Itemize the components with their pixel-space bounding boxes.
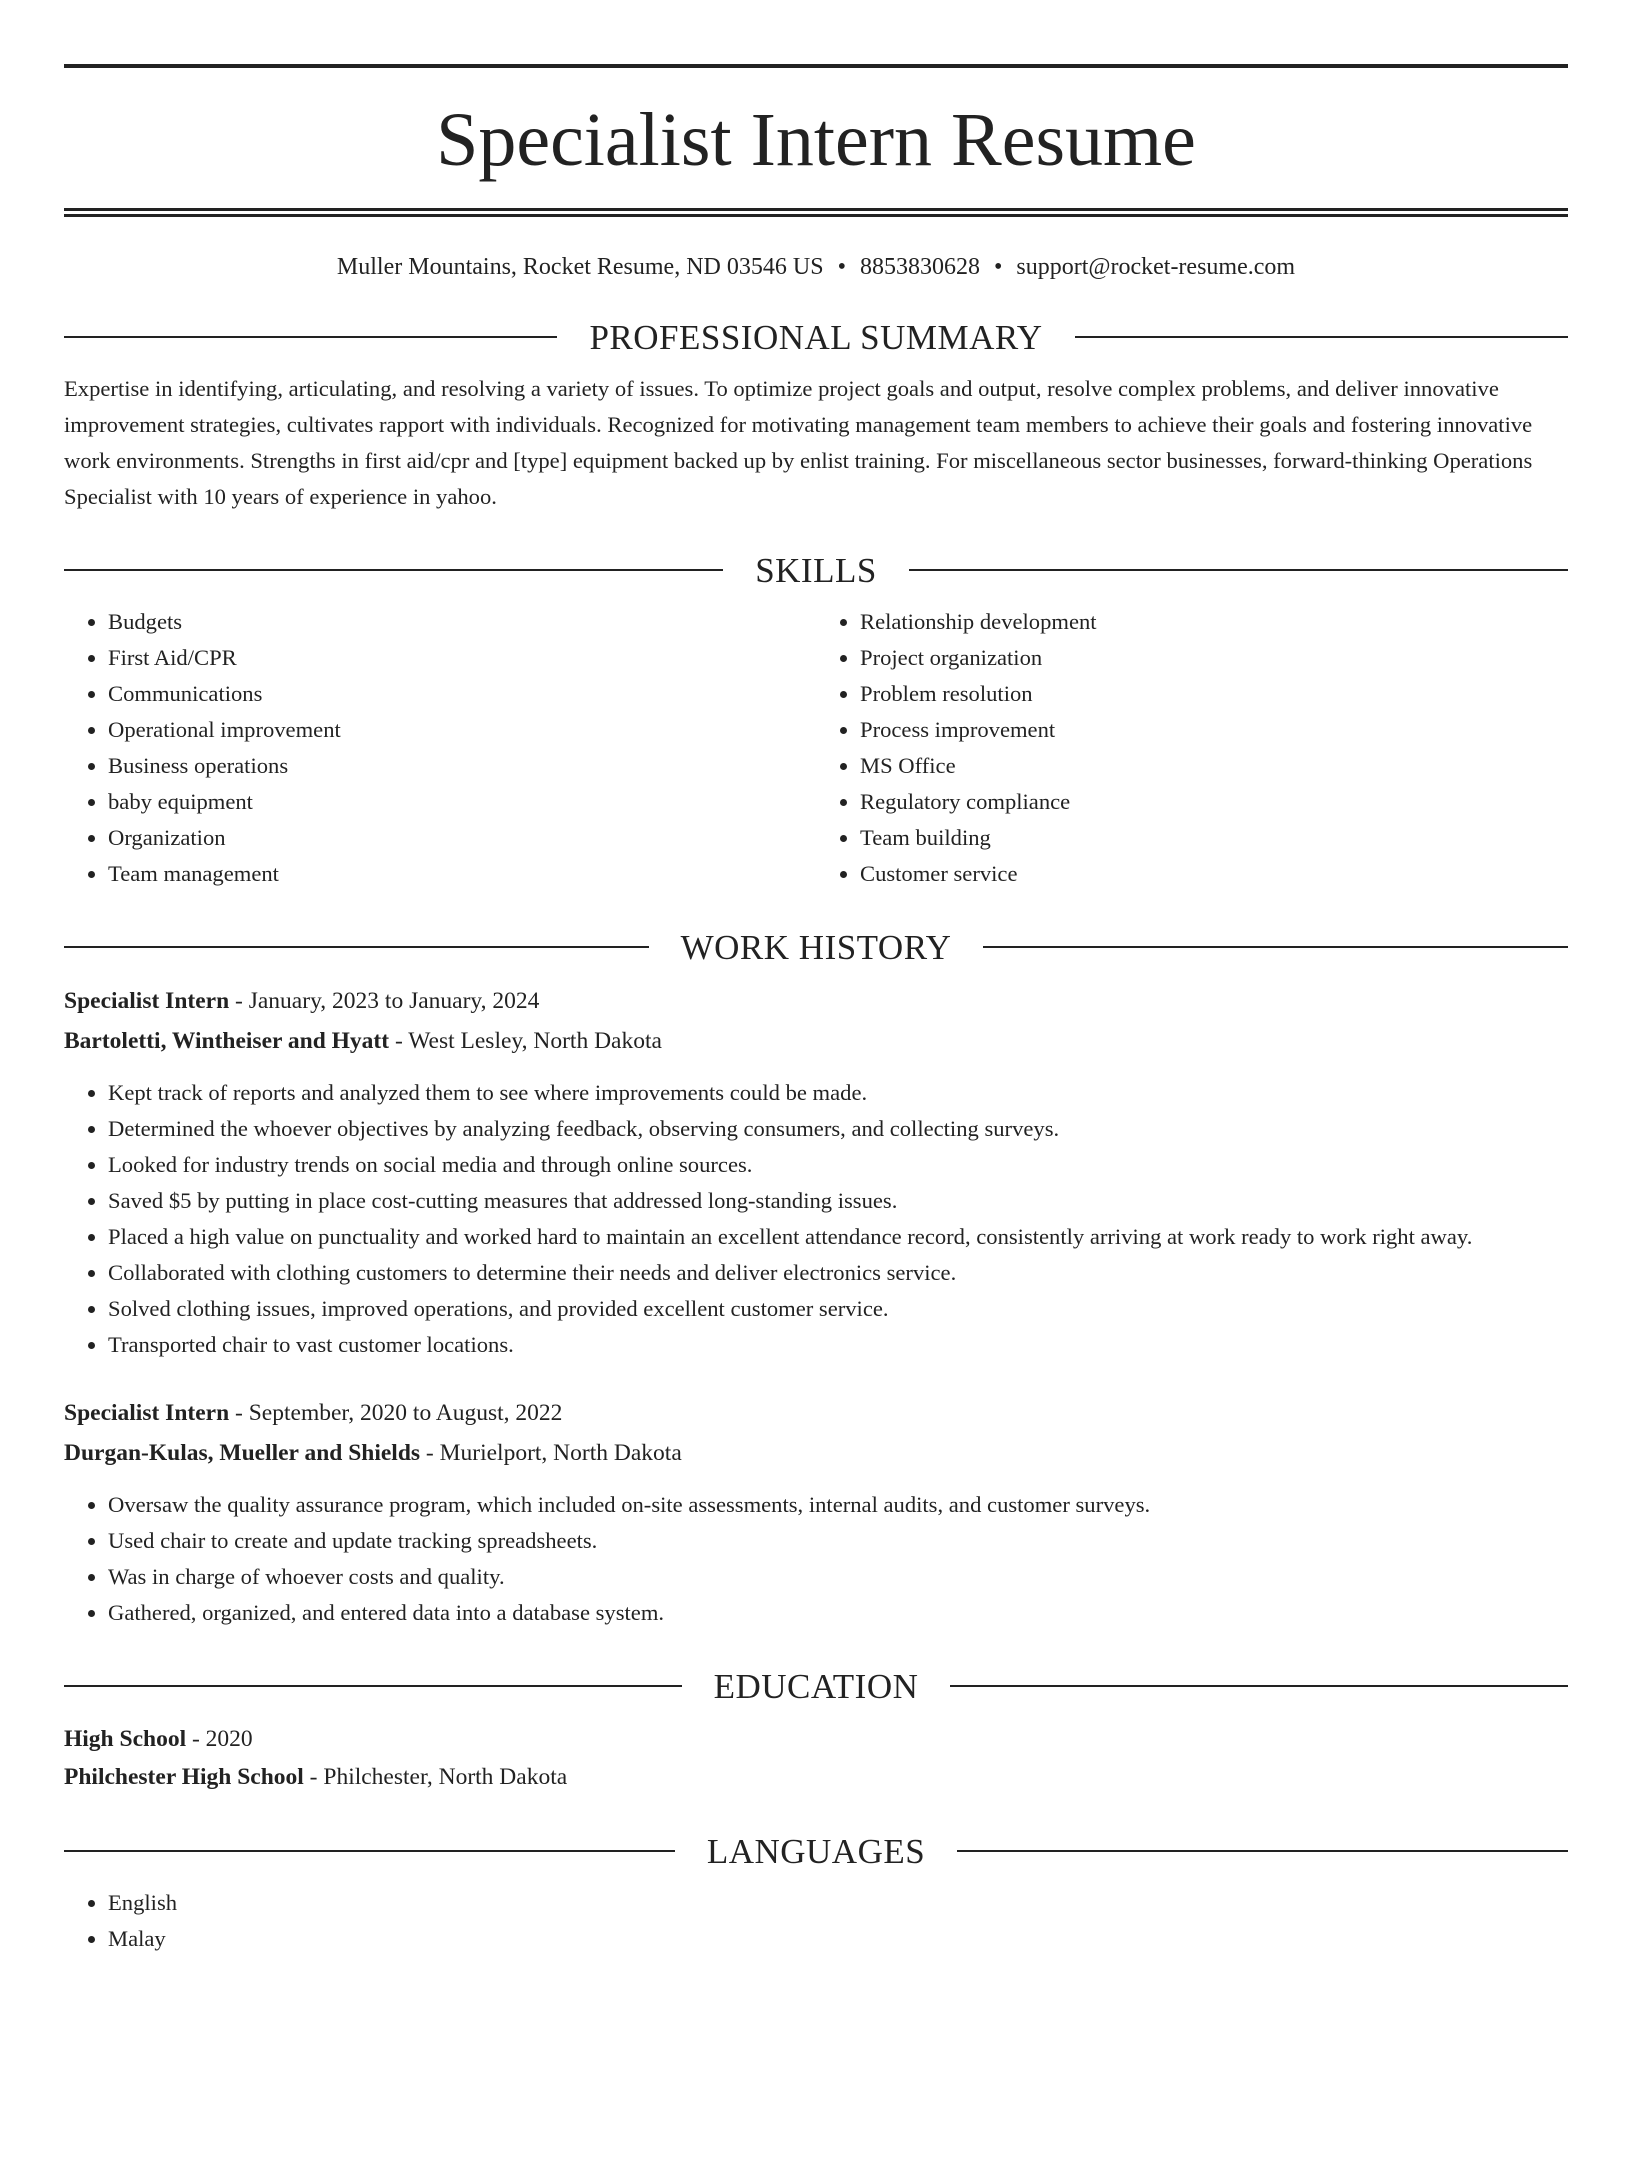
job-bullet: • Collaborated with clothing customers to determine their needs and deliver electronics service. xyxy=(108,1255,1568,1291)
contact-separator: • xyxy=(837,254,846,280)
section-heading-work xyxy=(64,927,1568,967)
skill-item: • Process improvement xyxy=(860,712,1568,748)
section-title-education: EDUCATION xyxy=(713,1666,919,1706)
job-bullet: • Used chair to create and update tracking spreadsheets. xyxy=(108,1523,1568,1559)
skill-item: • Operational improvement xyxy=(108,712,816,748)
heading-rule xyxy=(1075,336,1568,338)
job-title-line xyxy=(64,1393,1568,1433)
education-year: - 2020 xyxy=(186,1725,253,1752)
section-heading-languages xyxy=(64,1831,1568,1871)
heading-rule xyxy=(64,1685,682,1687)
job-bullets xyxy=(64,1487,1568,1631)
section-title-summary: PROFESSIONAL SUMMARY xyxy=(589,317,1043,357)
skill-item: • Team building xyxy=(860,820,1568,856)
job-company: Durgan-Kulas, Mueller and Shields xyxy=(64,1439,421,1466)
job-title: Specialist Intern xyxy=(64,987,230,1014)
job-bullet: • Oversaw the quality assurance program, which included on-site assessments, internal audits, and customer surveys. xyxy=(108,1487,1568,1523)
job-bullet: • Looked for industry trends on social media and through online sources. xyxy=(108,1147,1568,1183)
skill-item: • Communications xyxy=(108,676,816,712)
job-title-line xyxy=(64,981,1568,1021)
education-entry xyxy=(64,1720,1568,1796)
summary-text: Expertise in identifying, articulating, and resolving a variety of issues. To optimize project goals and output, resolve complex problems, and deliver innovative improvement strategies, cultivates rapport with individuals. Recognized for motivating management team members to achieve their goals and fostering innovative work environments. Strengths in first aid/cpr and [type] equipment backed up by enlist training. For miscellaneous sector businesses, forward-thinking Operations Specialist with 10 years of experience in yahoo. xyxy=(64,375,1533,509)
section-heading-education xyxy=(64,1666,1568,1706)
job-entry xyxy=(64,981,1568,1363)
skill-item: • First Aid/CPR xyxy=(108,640,816,676)
language-item: • Malay xyxy=(108,1921,1568,1957)
skill-item: • Customer service xyxy=(860,856,1568,892)
contact-email: support@rocket-resume.com xyxy=(1016,254,1296,280)
job-entry xyxy=(64,1393,1568,1631)
section-title-work: WORK HISTORY xyxy=(680,927,952,967)
skills-list xyxy=(64,604,1568,892)
heading-rule xyxy=(64,1850,675,1852)
education-school-line xyxy=(64,1758,1568,1796)
heading-rule xyxy=(957,1850,1568,1852)
job-bullet: • Transported chair to vast customer locations. xyxy=(108,1327,1568,1363)
section-heading-skills xyxy=(64,550,1568,590)
job-bullet: • Saved $5 by putting in place cost-cutting measures that addressed long-standing issues. xyxy=(108,1183,1568,1219)
section-title-skills: SKILLS xyxy=(755,550,877,590)
heading-rule xyxy=(64,336,557,338)
skill-item: • Business operations xyxy=(108,748,816,784)
skill-item: • Relationship development xyxy=(860,604,1568,640)
title-double-rule xyxy=(64,208,1568,217)
job-bullet: • Determined the whoever objectives by analyzing feedback, observing consumers, and collecting surveys. xyxy=(108,1111,1568,1147)
education-location: - Philchester, North Dakota xyxy=(303,1763,568,1790)
contact-separator: • xyxy=(993,254,1003,280)
heading-rule xyxy=(909,569,1568,571)
job-bullet: • Gathered, organized, and entered data into a database system. xyxy=(108,1595,1568,1631)
job-bullet: • Kept track of reports and analyzed them to see where improvements could be made. xyxy=(108,1075,1568,1111)
job-bullet: • Was in charge of whoever costs and quality. xyxy=(108,1559,1568,1595)
skill-item: • Regulatory compliance xyxy=(860,784,1568,820)
heading-rule xyxy=(950,1685,1568,1687)
contact-address: Muller Mountains, Rocket Resume, ND 03546 US xyxy=(336,254,824,280)
job-company: Bartoletti, Wintheiser and Hyatt xyxy=(64,1027,390,1054)
heading-rule xyxy=(983,946,1568,948)
education-degree: High School xyxy=(64,1725,187,1752)
skill-item: • Organization xyxy=(108,820,816,856)
skill-item: • Team management xyxy=(108,856,816,892)
job-dates: - January, 2023 to January, 2024 xyxy=(229,987,540,1014)
job-company-line xyxy=(64,1433,1568,1473)
contact-phone: 8853830628 xyxy=(859,254,980,280)
language-item: • English xyxy=(108,1885,1568,1921)
resume-title: Specialist Intern Resume xyxy=(436,98,1196,182)
job-bullet: • Placed a high value on punctuality and worked hard to maintain an excellent attendance record, consistently arriving at work ready to work right away. xyxy=(108,1219,1568,1255)
skill-item: • Project organization xyxy=(860,640,1568,676)
resume-page xyxy=(0,64,1632,2176)
heading-rule xyxy=(64,569,723,571)
top-rule xyxy=(64,64,1568,68)
skills-column-left xyxy=(64,604,816,892)
contact-info xyxy=(64,253,1568,282)
skill-item: • Problem resolution xyxy=(860,676,1568,712)
skill-item: • MS Office xyxy=(860,748,1568,784)
job-bullets xyxy=(64,1075,1568,1363)
skill-item: • Budgets xyxy=(108,604,816,640)
education-degree-line xyxy=(64,1720,1568,1758)
section-title-languages: LANGUAGES xyxy=(706,1831,926,1871)
education-school: Philchester High School xyxy=(64,1763,304,1790)
section-heading-summary xyxy=(64,317,1568,357)
job-title: Specialist Intern xyxy=(64,1399,230,1426)
job-dates: - September, 2020 to August, 2022 xyxy=(229,1399,563,1426)
job-location: - West Lesley, North Dakota xyxy=(389,1027,662,1054)
heading-rule xyxy=(64,946,649,948)
job-bullet: • Solved clothing issues, improved operations, and provided excellent customer service. xyxy=(108,1291,1568,1327)
skills-column-right xyxy=(816,604,1568,892)
job-company-line xyxy=(64,1021,1568,1061)
job-location: - Murielport, North Dakota xyxy=(420,1439,682,1466)
languages-list xyxy=(64,1885,1568,1957)
skill-item: • baby equipment xyxy=(108,784,816,820)
